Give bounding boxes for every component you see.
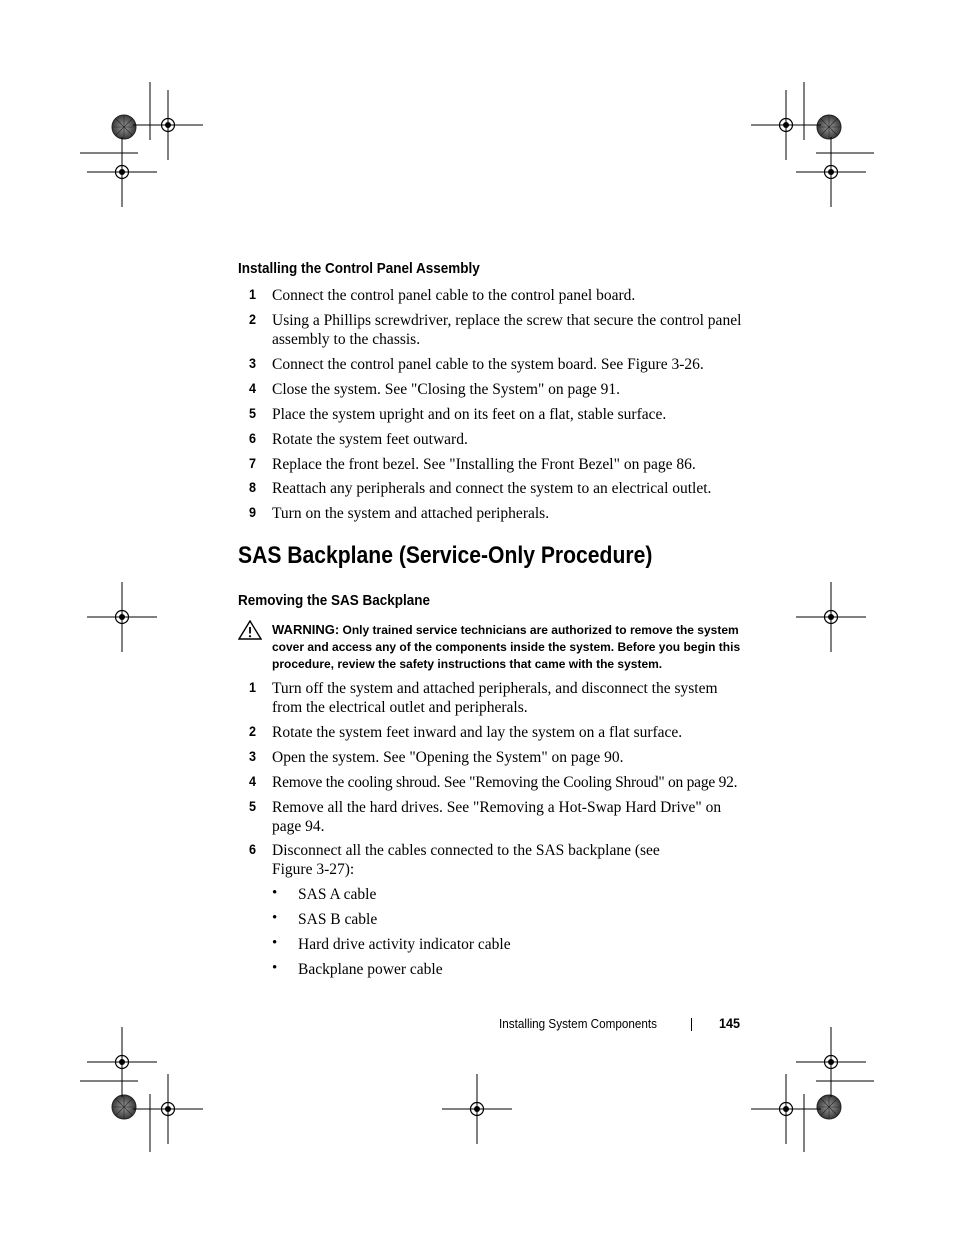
- step-text: Connect the control panel cable to the system board. See Figure 3-26.: [272, 356, 704, 373]
- step-number: 6: [249, 841, 257, 857]
- step-text: Turn off the system and attached peripherals, and disconnect the system from the electrical outlet and peripherals.: [272, 680, 718, 716]
- step-text: Disconnect all the cables connected to the SAS backplane (see Figure 3-27):: [272, 842, 660, 878]
- step-number: 1: [249, 679, 257, 695]
- warning-icon: [238, 620, 262, 640]
- step-text: Using a Phillips screwdriver, replace the screw that secure the control panel assembly to the chassis.: [272, 312, 742, 348]
- step-number: 5: [249, 405, 257, 421]
- step-text: Remove the cooling shroud. See "Removing the Cooling Shroud" on page 92.: [272, 774, 738, 791]
- step-text: Rotate the system feet inward and lay the system on a flat surface.: [272, 724, 683, 741]
- bullet-text: Hard drive activity indicator cable: [298, 936, 511, 953]
- step-number: 3: [249, 355, 257, 371]
- step-text: Connect the control panel cable to the control panel board.: [272, 287, 636, 304]
- step-number: 2: [249, 723, 257, 739]
- step-number: 4: [249, 380, 257, 396]
- step-number: 5: [249, 798, 257, 814]
- bullet-text: SAS B cable: [298, 911, 378, 928]
- footer-divider: [691, 1018, 692, 1031]
- warning-label: WARNING:: [272, 622, 340, 637]
- page-title: SAS Backplane (Service-Only Procedure): [238, 542, 653, 569]
- step-number: 3: [249, 748, 257, 764]
- step-number: 2: [249, 311, 257, 327]
- step-text: Replace the front bezel. See "Installing the Front Bezel" on page 86.: [272, 456, 696, 473]
- bullet-icon: •: [272, 910, 278, 926]
- step-number: 7: [249, 455, 257, 471]
- section-heading-removing-sas-backplane: Removing the SAS Backplane: [238, 592, 431, 609]
- step-text: Open the system. See "Opening the System" on page 90.: [272, 749, 624, 766]
- section-heading-installing-control-panel: Installing the Control Panel Assembly: [238, 260, 480, 277]
- step-text: Close the system. See "Closing the System" on page 91.: [272, 381, 621, 398]
- footer-section-title: Installing System Components: [499, 1016, 658, 1031]
- step-text: Turn on the system and attached peripherals.: [272, 505, 550, 522]
- warning-text: Only trained service technicians are authorized to remove the system cover and access any of the components inside the system. Before you begin this procedure, review the safety instructions that came with the system.: [272, 623, 741, 671]
- step-text: Reattach any peripherals and connect the system to an electrical outlet.: [272, 480, 712, 497]
- step-text: Remove all the hard drives. See "Removing a Hot-Swap Hard Drive" on page 94.: [272, 799, 722, 835]
- step-number: 8: [249, 479, 257, 495]
- bullet-icon: •: [272, 885, 278, 901]
- step-number: 4: [249, 773, 257, 789]
- bullet-icon: •: [272, 960, 278, 976]
- bullet-text: Backplane power cable: [298, 961, 443, 978]
- bullet-text: SAS A cable: [298, 886, 377, 903]
- step-number: 1: [249, 286, 257, 302]
- step-number: 9: [249, 504, 257, 520]
- page-number: 145: [719, 1015, 741, 1031]
- step-text: Place the system upright and on its feet on a flat, stable surface.: [272, 406, 667, 423]
- step-number: 6: [249, 430, 257, 446]
- step-text: Rotate the system feet outward.: [272, 431, 468, 448]
- bullet-icon: •: [272, 935, 278, 951]
- warning-body: [272, 621, 748, 673]
